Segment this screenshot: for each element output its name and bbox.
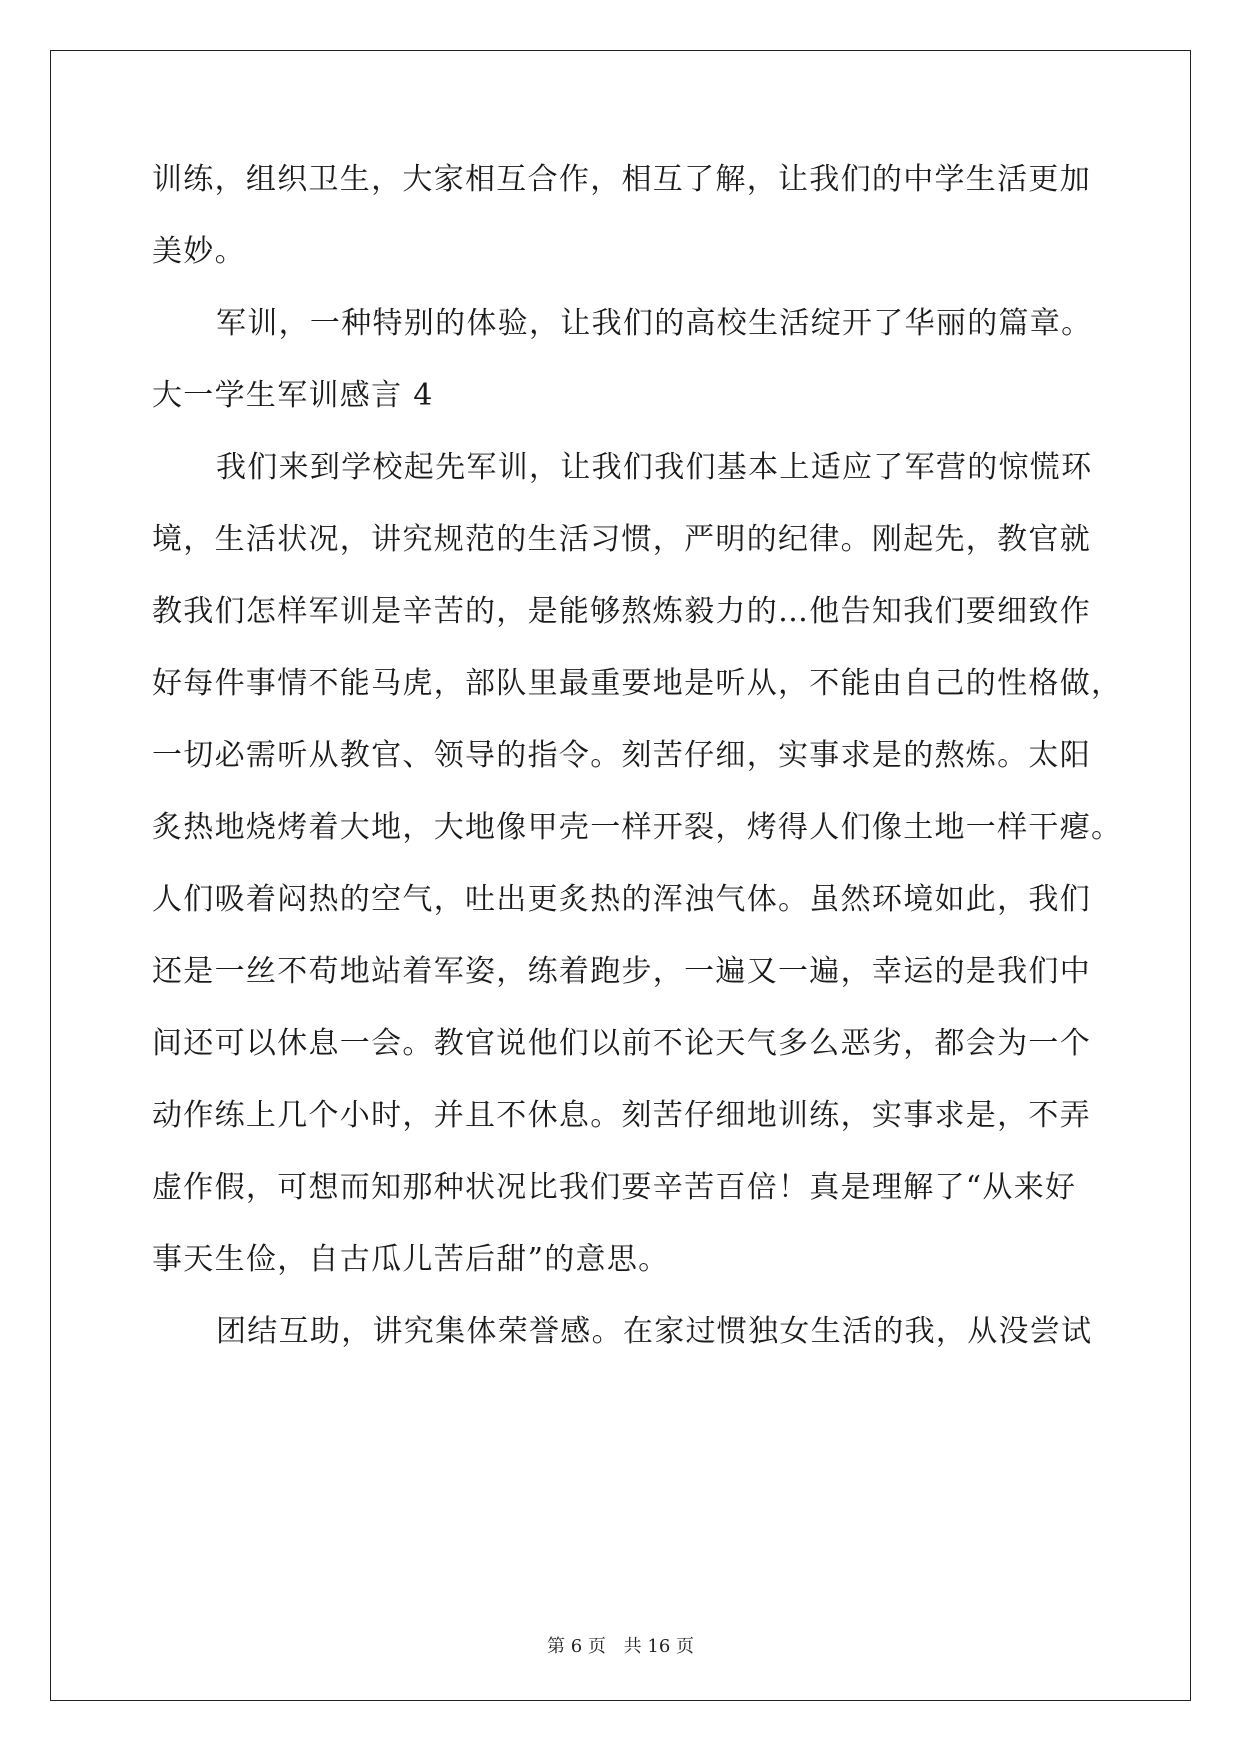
text-line-8: 好每件事情不能马虎，部队里最重要地是听从，不能由自己的性格做， xyxy=(152,666,1123,701)
page-footer xyxy=(0,1632,1241,1658)
text-line-12: 还是一丝不苟地站着军姿，练着跑步，一遍又一遍，幸运的是我们中 xyxy=(152,954,1091,989)
text-line-11: 人们吸着闷热的空气，吐出更炙热的浑浊气体。虽然环境如此，我们 xyxy=(152,882,1091,917)
text-line-3: 军训，一种特别的体验，让我们的高校生活绽开了华丽的篇章。 xyxy=(216,306,1093,341)
page-total: 共 16 页 xyxy=(623,1636,694,1657)
text-line-7: 教我们怎样军训是辛苦的，是能够熬炼毅力的…他告知我们要细致作 xyxy=(152,594,1091,629)
page-number: 第 6 页 xyxy=(547,1636,606,1657)
text-line-17: 团结互助，讲究集体荣誉感。在家过惯独女生活的我，从没尝试 xyxy=(216,1314,1093,1349)
text-line-6: 境，生活状况，讲究规范的生活习惯，严明的纪律。刚起先，教官就 xyxy=(152,522,1091,557)
text-line-16: 事天生俭，自古瓜儿苦后甜”的意思。 xyxy=(152,1242,670,1277)
text-line-13: 间还可以休息一会。教官说他们以前不论天气多么恶劣，都会为一个 xyxy=(152,1026,1091,1061)
section-heading: 大一学生军训感言 4 xyxy=(152,378,434,413)
text-line-9: 一切必需听从教官、领导的指令。刻苦仔细，实事求是的熬炼。太阳 xyxy=(152,738,1091,773)
text-line-5: 我们来到学校起先军训，让我们我们基本上适应了军营的惊慌环 xyxy=(216,450,1093,485)
document-body xyxy=(152,160,1123,1351)
text-line-14: 动作练上几个小时，并且不休息。刻苦仔细地训练，实事求是，不弄 xyxy=(152,1098,1091,1133)
text-line-15: 虚作假，可想而知那种状况比我们要辛苦百倍！真是理解了“从来好 xyxy=(152,1170,1077,1205)
text-line-1: 训练，组织卫生，大家相互合作，相互了解，让我们的中学生活更加 xyxy=(152,162,1091,197)
text-line-10: 炙热地烧烤着大地，大地像甲壳一样开裂，烤得人们像土地一样干瘪。 xyxy=(152,810,1123,845)
text-line-2: 美妙。 xyxy=(152,234,246,269)
